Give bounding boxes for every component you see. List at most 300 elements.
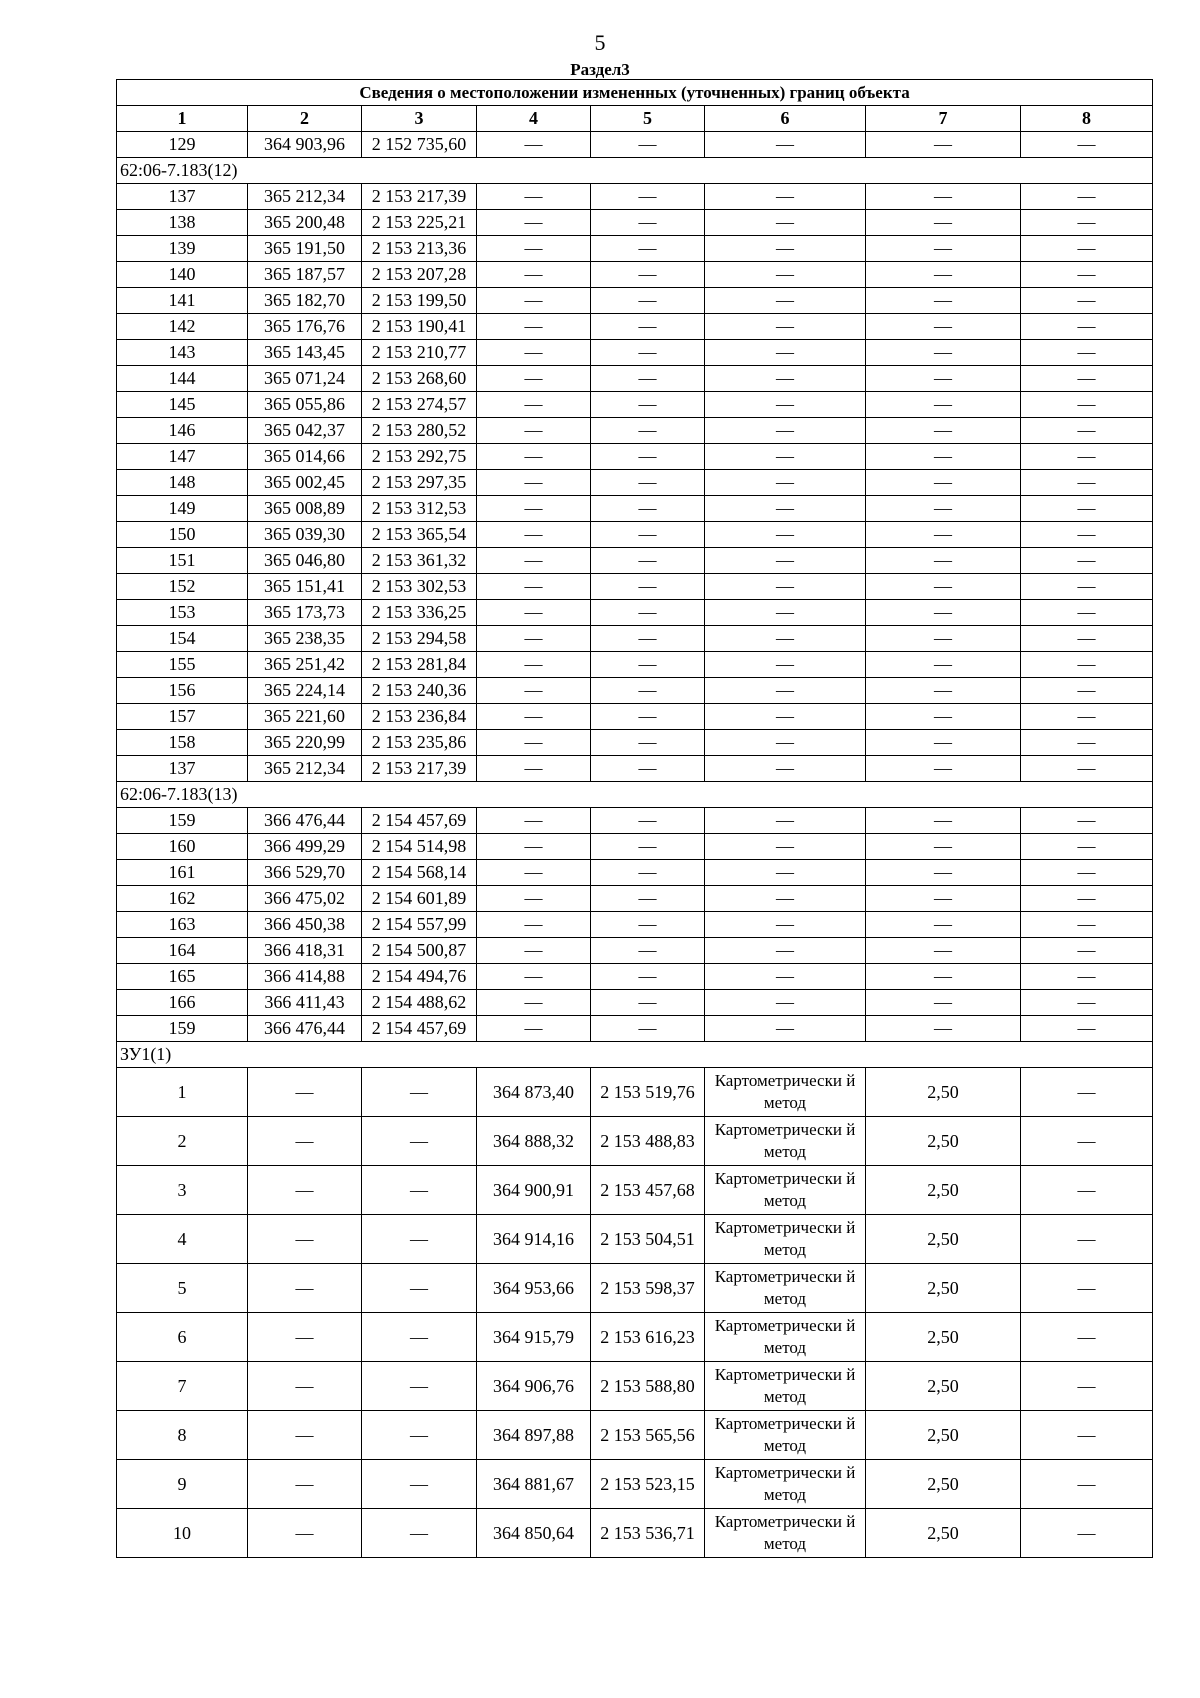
table-cell: — [591,392,705,418]
table-cell: — [477,418,591,444]
table-cell: — [866,808,1021,834]
table-cell: — [866,730,1021,756]
table-cell: Картометрически й метод [705,1460,866,1509]
table-cell: 2 153 190,41 [362,314,477,340]
table-caption: Сведения о местоположении измененных (уточненных) границ объекта [117,80,1153,106]
table-cell: 137 [117,756,248,782]
table-cell: 366 529,70 [248,860,362,886]
table-cell: 2 153 207,28 [362,262,477,288]
table-cell: 147 [117,444,248,470]
table-cell: — [705,808,866,834]
table-cell: 3 [117,1166,248,1215]
column-number: 7 [866,106,1021,132]
column-number: 1 [117,106,248,132]
table-cell: — [1021,1362,1153,1411]
table-cell: — [705,626,866,652]
table-cell: — [362,1460,477,1509]
table-cell: — [1021,366,1153,392]
table-cell: — [1021,1509,1153,1558]
table-cell: — [866,678,1021,704]
table-cell: Картометрически й метод [705,1411,866,1460]
table-cell: — [1021,886,1153,912]
table-cell: 364 953,66 [477,1264,591,1313]
table-cell: — [1021,990,1153,1016]
table-cell: — [866,496,1021,522]
table-cell: 366 414,88 [248,964,362,990]
group-label: 62:06-7.183(13) [117,782,1153,808]
table-cell: — [1021,522,1153,548]
table-cell: — [705,418,866,444]
table-cell: 155 [117,652,248,678]
table-cell: — [1021,236,1153,262]
table-cell: — [866,574,1021,600]
table-cell: — [1021,184,1153,210]
table-cell: — [591,340,705,366]
table-cell: 2 153 292,75 [362,444,477,470]
table-row [117,1411,1153,1460]
table-cell: — [866,418,1021,444]
table-cell: — [866,886,1021,912]
table-cell: 365 238,35 [248,626,362,652]
table-cell: — [477,808,591,834]
table-cell: — [705,210,866,236]
table-cell: — [591,444,705,470]
table-cell: 364 914,16 [477,1215,591,1264]
table-cell: — [1021,938,1153,964]
table-cell: — [362,1166,477,1215]
table-cell: 2 153 519,76 [591,1068,705,1117]
table-cell: — [866,834,1021,860]
table-cell: 2 153 504,51 [591,1215,705,1264]
table-cell: — [591,912,705,938]
table-cell: 365 173,73 [248,600,362,626]
table-cell: — [477,964,591,990]
table-cell: 365 220,99 [248,730,362,756]
table-cell: — [705,886,866,912]
table-cell: 2 153 302,53 [362,574,477,600]
table-cell: — [705,184,866,210]
table-cell: — [362,1068,477,1117]
table-row [117,1016,1153,1042]
table-cell: — [591,756,705,782]
table-cell: — [866,548,1021,574]
table-cell: 166 [117,990,248,1016]
column-number: 8 [1021,106,1153,132]
table-cell: 160 [117,834,248,860]
table-cell: — [866,262,1021,288]
page-number: 5 [594,30,606,55]
table-row [117,860,1153,886]
table-cell: — [477,262,591,288]
table-cell: Картометрически й метод [705,1264,866,1313]
table-cell: — [477,210,591,236]
table-cell: 144 [117,366,248,392]
table-cell: 140 [117,262,248,288]
table-cell: 365 224,14 [248,678,362,704]
table-cell: 2 154 568,14 [362,860,477,886]
table-cell: 365 176,76 [248,314,362,340]
table-row [117,886,1153,912]
table-cell: — [477,938,591,964]
table-caption-row [117,80,1153,106]
table-cell: — [591,288,705,314]
table-cell: — [591,678,705,704]
table-cell: 366 450,38 [248,912,362,938]
table-cell: — [705,704,866,730]
table-row [117,184,1153,210]
table-cell: 366 475,02 [248,886,362,912]
table-cell: 2 154 457,69 [362,808,477,834]
table-cell: 146 [117,418,248,444]
table-cell: Картометрически й метод [705,1117,866,1166]
table-cell: — [362,1411,477,1460]
group-label: 62:06-7.183(12) [117,158,1153,184]
table-cell: 365 008,89 [248,496,362,522]
table-cell: — [477,730,591,756]
table-cell: — [1021,288,1153,314]
table-cell: — [866,366,1021,392]
table-cell: — [705,236,866,262]
table-cell: 2 153 213,36 [362,236,477,262]
section-title: Раздел3 [570,60,630,79]
table-row [117,340,1153,366]
table-cell: — [248,1313,362,1362]
table-cell: — [866,314,1021,340]
table-cell: — [591,262,705,288]
group-label: ЗУ1(1) [117,1042,1153,1068]
table-cell: 365 187,57 [248,262,362,288]
table-cell: 365 042,37 [248,418,362,444]
table-cell: — [591,964,705,990]
table-cell: 365 191,50 [248,236,362,262]
table-cell: — [1021,574,1153,600]
table-cell: — [1021,314,1153,340]
table-cell: 366 476,44 [248,1016,362,1042]
table-cell: 7 [117,1362,248,1411]
table-cell: — [1021,470,1153,496]
table-cell: — [705,366,866,392]
table-cell: — [477,496,591,522]
table-cell: 2 153 268,60 [362,366,477,392]
table-cell: 365 055,86 [248,392,362,418]
table-cell: 2 153 294,58 [362,626,477,652]
table-cell: — [362,1362,477,1411]
table-cell: — [591,522,705,548]
table-cell: — [248,1460,362,1509]
table-cell: 2,50 [866,1509,1021,1558]
table-cell: 8 [117,1411,248,1460]
table-cell: — [591,496,705,522]
table-cell: — [866,1016,1021,1042]
table-cell: — [477,886,591,912]
table-row [117,236,1153,262]
table-cell: — [866,626,1021,652]
table-cell: — [248,1215,362,1264]
table-cell: 366 418,31 [248,938,362,964]
table-cell: — [591,366,705,392]
table-cell: — [248,1068,362,1117]
table-cell: 366 411,43 [248,990,362,1016]
table-cell: — [477,756,591,782]
table-cell: — [477,912,591,938]
table-row [117,704,1153,730]
table-cell: — [591,1016,705,1042]
table-row [117,938,1153,964]
table-cell: — [1021,600,1153,626]
table-cell: — [1021,1411,1153,1460]
table-row [117,808,1153,834]
table-cell: 164 [117,938,248,964]
table-cell: — [1021,132,1153,158]
table-cell: 156 [117,678,248,704]
table-cell: — [477,626,591,652]
table-row [117,496,1153,522]
table-cell: — [866,964,1021,990]
table-cell: 159 [117,1016,248,1042]
table-row [117,418,1153,444]
table-cell: — [1021,1166,1153,1215]
table-cell: 365 071,24 [248,366,362,392]
table-cell: Картометрически й метод [705,1166,866,1215]
table-cell: — [591,652,705,678]
table-cell: — [477,366,591,392]
table-cell: — [1021,1215,1153,1264]
table-row [117,1509,1153,1558]
table-cell: — [866,756,1021,782]
table-cell: — [477,132,591,158]
table-cell: Картометрически й метод [705,1509,866,1558]
table-cell: 2,50 [866,1460,1021,1509]
table-cell: — [705,1016,866,1042]
table-cell: — [866,522,1021,548]
table-cell: — [1021,626,1153,652]
table-cell: 158 [117,730,248,756]
table-cell: — [1021,652,1153,678]
table-cell: 143 [117,340,248,366]
table-cell: 364 873,40 [477,1068,591,1117]
table-cell: — [591,548,705,574]
table-cell: — [1021,704,1153,730]
table-cell: 365 182,70 [248,288,362,314]
table-cell: 2 154 557,99 [362,912,477,938]
table-row [117,1362,1153,1411]
table-row [117,1117,1153,1166]
table-cell: — [705,990,866,1016]
table-cell: 2,50 [866,1117,1021,1166]
table-cell: — [1021,262,1153,288]
table-cell: — [362,1509,477,1558]
table-cell: — [591,730,705,756]
table-row [117,548,1153,574]
table-cell: 365 251,42 [248,652,362,678]
table-cell: 2,50 [866,1264,1021,1313]
table-cell: 2,50 [866,1313,1021,1362]
table-cell: 364 903,96 [248,132,362,158]
table-cell: — [1021,210,1153,236]
table-cell: — [705,496,866,522]
table-cell: 10 [117,1509,248,1558]
table-cell: — [248,1509,362,1558]
table-cell: — [591,470,705,496]
table-cell: — [1021,496,1153,522]
table-cell: — [1021,756,1153,782]
table-cell: 2 153 240,36 [362,678,477,704]
table-cell: — [705,834,866,860]
column-number: 6 [705,106,866,132]
table-cell: 2 152 735,60 [362,132,477,158]
table-cell: — [591,834,705,860]
table-cell: — [705,314,866,340]
table-cell: — [705,860,866,886]
table-cell: — [591,886,705,912]
table-cell: — [866,392,1021,418]
table-cell: — [591,184,705,210]
table-cell: — [591,704,705,730]
table-cell: — [866,600,1021,626]
table-cell: — [705,288,866,314]
table-cell: — [1021,808,1153,834]
table-row [117,1068,1153,1117]
table-cell: 2 153 225,21 [362,210,477,236]
table-cell: 159 [117,808,248,834]
table-cell: 365 039,30 [248,522,362,548]
table-cell: — [362,1215,477,1264]
table-cell: 2 153 565,56 [591,1411,705,1460]
table-cell: — [477,340,591,366]
table-cell: 364 888,32 [477,1117,591,1166]
table-cell: — [1021,1016,1153,1042]
table-row [117,756,1153,782]
table-cell: — [705,262,866,288]
table-cell: — [362,1117,477,1166]
table-cell: — [866,288,1021,314]
table-cell: 364 906,76 [477,1362,591,1411]
table-cell: Картометрически й метод [705,1068,866,1117]
table-cell: — [1021,1068,1153,1117]
table-cell: — [362,1313,477,1362]
table-cell: 2 153 312,53 [362,496,477,522]
table-cell: — [866,210,1021,236]
table-row [117,470,1153,496]
table-cell: 365 014,66 [248,444,362,470]
table-row [117,314,1153,340]
table-cell: 2,50 [866,1411,1021,1460]
table-row [117,392,1153,418]
table-cell: — [705,964,866,990]
table-cell: 2 153 336,25 [362,600,477,626]
table-row [117,210,1153,236]
table-cell: 2 154 514,98 [362,834,477,860]
table-cell: 148 [117,470,248,496]
table-cell: — [248,1264,362,1313]
table-cell: 364 915,79 [477,1313,591,1362]
table-cell: — [477,288,591,314]
column-number: 4 [477,106,591,132]
table-cell: 9 [117,1460,248,1509]
table-cell: — [705,938,866,964]
table-row [117,1166,1153,1215]
table-cell: — [591,990,705,1016]
table-cell: — [866,860,1021,886]
table-cell: Картометрически й метод [705,1313,866,1362]
table-cell: 2 153 210,77 [362,340,477,366]
table-cell: Картометрически й метод [705,1362,866,1411]
table-cell: — [591,626,705,652]
table-row [117,262,1153,288]
table-cell: — [866,990,1021,1016]
table-cell: 2,50 [866,1362,1021,1411]
table-cell: — [591,418,705,444]
table-row [117,574,1153,600]
table-cell: — [866,704,1021,730]
table-cell: — [705,132,866,158]
table-row [117,600,1153,626]
table-cell: — [477,574,591,600]
table-cell: — [591,574,705,600]
table-cell: — [705,756,866,782]
table-cell: — [1021,418,1153,444]
table-cell: 150 [117,522,248,548]
table-cell: — [705,444,866,470]
table-cell: 2 153 616,23 [591,1313,705,1362]
table-row [117,730,1153,756]
table-cell: 2 153 235,86 [362,730,477,756]
table-row [117,678,1153,704]
table-cell: — [477,184,591,210]
table-cell: 2,50 [866,1166,1021,1215]
table-cell: 2 153 365,54 [362,522,477,548]
table-cell: — [591,808,705,834]
table-cell: — [477,990,591,1016]
table-cell: — [248,1411,362,1460]
table-cell: — [705,600,866,626]
table-cell: 364 900,91 [477,1166,591,1215]
table-cell: 137 [117,184,248,210]
table-cell: 366 476,44 [248,808,362,834]
table-cell: — [866,938,1021,964]
table-cell: 2 153 457,68 [591,1166,705,1215]
table-body [117,80,1153,1558]
group-header-row [117,158,1153,184]
table-cell: 2 153 274,57 [362,392,477,418]
table-cell: 4 [117,1215,248,1264]
table-cell: 145 [117,392,248,418]
table-cell: — [248,1166,362,1215]
table-cell: — [705,652,866,678]
table-row [117,444,1153,470]
table-cell: — [866,912,1021,938]
table-cell: 364 850,64 [477,1509,591,1558]
table-cell: 154 [117,626,248,652]
table-cell: — [1021,912,1153,938]
table-cell: — [1021,964,1153,990]
table-cell: — [1021,860,1153,886]
table-cell: — [705,912,866,938]
table-cell: 138 [117,210,248,236]
table-cell: 2 153 297,35 [362,470,477,496]
table-cell: 149 [117,496,248,522]
table-cell: — [705,574,866,600]
table-cell: — [1021,1264,1153,1313]
table-cell: — [1021,834,1153,860]
table-cell: — [1021,548,1153,574]
table-cell: — [1021,340,1153,366]
table-cell: — [1021,678,1153,704]
coordinates-table [116,79,1153,1558]
table-row [117,652,1153,678]
table-cell: 2 153 236,84 [362,704,477,730]
table-cell: 366 499,29 [248,834,362,860]
